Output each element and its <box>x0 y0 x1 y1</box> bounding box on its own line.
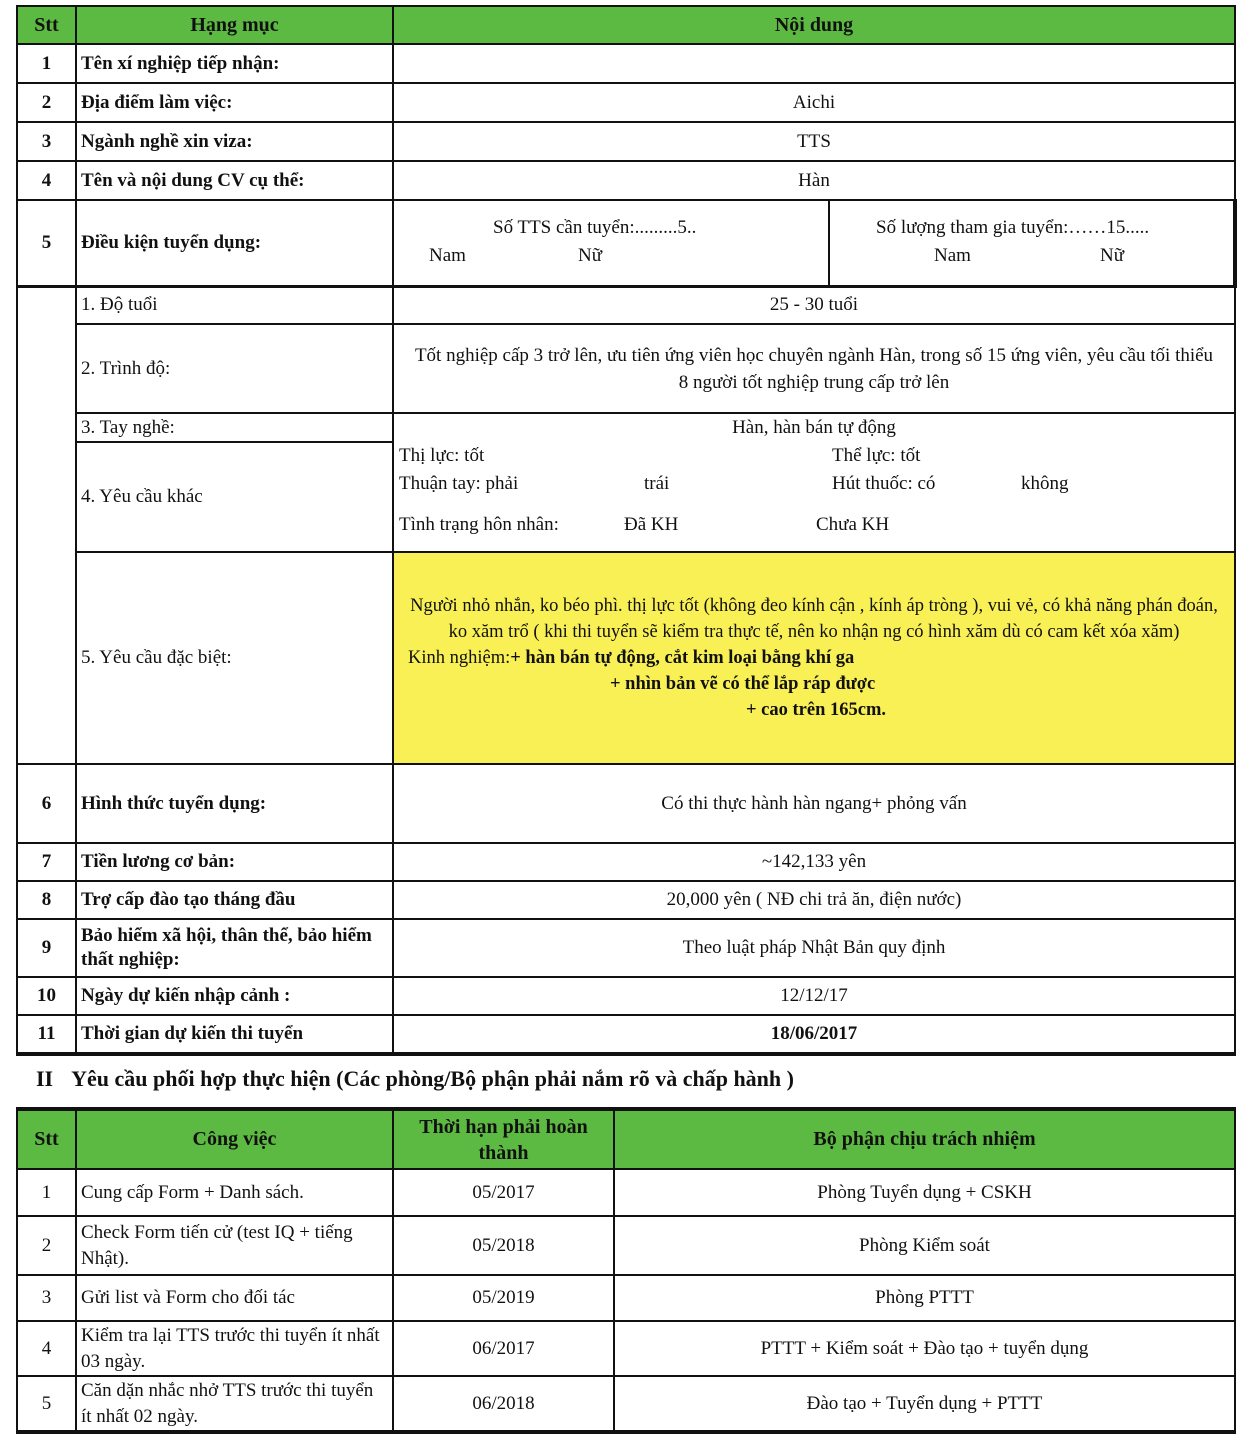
table-row <box>17 1275 1235 1321</box>
table-row-conditions <box>17 200 1235 286</box>
married: Đã KH <box>624 513 679 535</box>
special-requirements <box>393 552 1235 764</box>
row-label: Địa điểm làm việc: <box>76 83 393 122</box>
row-label: Ngày dự kiến nhập cảnh : <box>76 977 393 1015</box>
smoking-no: không <box>1021 472 1069 494</box>
empty-stt <box>17 286 76 764</box>
participant-count: Số lượng tham gia tuyển:……15..... <box>876 216 1150 238</box>
row-task: Gửi list và Form cho đối tác <box>76 1275 393 1321</box>
education-line: 8 người tốt nghiệp trung cấp trở lên <box>678 371 950 393</box>
row-task: Cung cấp Form + Danh sách. <box>76 1169 393 1216</box>
row-deadline: 06/2017 <box>393 1321 614 1376</box>
row-deadline: 06/2018 <box>393 1376 614 1432</box>
row-value: 18/06/2017 <box>393 1015 1235 1054</box>
table-row <box>17 1169 1235 1216</box>
table-row <box>17 881 1235 919</box>
row-department: PTTT + Kiểm soát + Đào tạo + tuyển dụng <box>614 1321 1235 1376</box>
row-deadline: 05/2018 <box>393 1216 614 1275</box>
education-label: 2. Trình độ: <box>76 324 393 413</box>
smoking: Hút thuốc: có <box>832 472 936 494</box>
row-stt: 9 <box>17 919 76 977</box>
table-row <box>17 1321 1235 1376</box>
row-label: Tên và nội dung CV cụ thể: <box>76 161 393 200</box>
row-stt: 7 <box>17 843 76 881</box>
row-deadline: 05/2019 <box>393 1275 614 1321</box>
table-row <box>17 977 1235 1015</box>
sub-row-education <box>17 324 1235 413</box>
row-label: Hình thức tuyển dụng: <box>76 764 393 843</box>
other-label: 4. Yêu cầu khác <box>76 442 393 552</box>
row-value <box>393 44 1235 83</box>
row-task: Kiểm tra lại TTS trước thi tuyển ít nhất 03 ngày. <box>76 1321 393 1376</box>
experience-label: Kinh nghiệm: <box>408 648 511 668</box>
skill-label: 3. Tay nghề: <box>76 413 393 442</box>
row-label: Tên xí nghiệp tiếp nhận: <box>76 44 393 83</box>
header-stt: Stt <box>17 1109 76 1169</box>
sub-row-other <box>17 442 1235 552</box>
table-header <box>17 1109 1235 1169</box>
age-value: 25 - 30 tuổi <box>393 286 1235 324</box>
experience-item: + cao trên 165cm. <box>746 700 886 720</box>
row-value: Hàn <box>393 161 1235 200</box>
education-line: Tốt nghiệp cấp 3 trở lên, ưu tiên ứng viên học chuyên ngành Hàn, trong số 15 ứng viên, yêu cầu tối thiểu <box>414 344 1214 366</box>
recruitment-table <box>16 5 1237 1056</box>
header-category: Hạng mục <box>76 6 393 44</box>
trainee-count-cell <box>393 200 829 286</box>
table-row <box>17 919 1235 977</box>
header-stt: Stt <box>17 6 76 44</box>
row-label: Trợ cấp đào tạo tháng đầu <box>76 881 393 919</box>
trainee-count: Số TTS cần tuyển:.........5.. <box>493 216 697 238</box>
row-stt: 4 <box>17 1321 76 1376</box>
section-title <box>36 1066 812 1092</box>
marital-label: Tình trạng hôn nhân: <box>399 513 559 535</box>
handedness: Thuận tay: phải <box>399 472 519 494</box>
row-value: 12/12/17 <box>393 977 1235 1015</box>
row-stt: 2 <box>17 83 76 122</box>
row-label: Điều kiện tuyển dụng: <box>76 200 393 286</box>
row-stt: 4 <box>17 161 76 200</box>
row-value: Aichi <box>393 83 1235 122</box>
table-row <box>17 161 1235 200</box>
female-label: Nữ <box>578 244 603 266</box>
table-row <box>17 1216 1235 1275</box>
coordination-table <box>16 1107 1236 1434</box>
sub-row-skill <box>17 413 1235 442</box>
row-department: Phòng Kiểm soát <box>614 1216 1235 1275</box>
vision: Thị lực: tốt <box>399 444 485 466</box>
table-header <box>17 6 1235 44</box>
special-text: Người nhỏ nhắn, ko béo phì. thị lực tốt (không đeo kính cận , kính áp tròng ), vui vẻ, có khả năng phán đoán, ko xăm trổ ( khi thi tuyển sẽ kiểm tra thực tế, nên ko nhận ng có hình xăm dù có cam kết xóa xăm) <box>410 596 1218 642</box>
row-label: Tiền lương cơ bản: <box>76 843 393 881</box>
sub-row-special <box>17 552 1235 764</box>
sub-row-age <box>17 286 1235 324</box>
table-row <box>17 1376 1235 1432</box>
header-deadline: Thời hạn phải hoàn thành <box>393 1109 614 1169</box>
table-row <box>17 122 1235 161</box>
row-label: Ngành nghề xin viza: <box>76 122 393 161</box>
row-stt: 1 <box>17 1169 76 1216</box>
header-content: Nội dung <box>393 6 1235 44</box>
row-department: Phòng PTTT <box>614 1275 1235 1321</box>
special-label: 5. Yêu cầu đặc biệt: <box>76 552 393 764</box>
row-value: Có thi thực hành hàn ngang+ phỏng vấn <box>393 764 1235 843</box>
row-task: Căn dặn nhắc nhở TTS trước thi tuyển ít nhất 02 ngày. <box>76 1376 393 1432</box>
row-task: Check Form tiến cử (test IQ + tiếng Nhật). <box>76 1216 393 1275</box>
row-department: Phòng Tuyển dụng + CSKH <box>614 1169 1235 1216</box>
handedness-left: trái <box>644 472 670 494</box>
row-value: TTS <box>393 122 1235 161</box>
row-stt: 10 <box>17 977 76 1015</box>
section-number: II <box>36 1066 54 1091</box>
male-label: Nam <box>934 244 971 266</box>
row-stt: 8 <box>17 881 76 919</box>
table-row <box>17 764 1235 843</box>
fitness: Thể lực: tốt <box>832 444 921 466</box>
experience-item: + nhìn bản vẽ có thể lắp ráp được <box>610 674 876 694</box>
skill-value: Hàn, hàn bán tự động <box>393 413 1235 442</box>
male-label: Nam <box>429 244 466 266</box>
row-label: Thời gian dự kiến thi tuyển <box>76 1015 393 1054</box>
table-row <box>17 44 1235 83</box>
table-row <box>17 83 1235 122</box>
single: Chưa KH <box>816 513 890 535</box>
row-value: Theo luật pháp Nhật Bản quy định <box>393 919 1235 977</box>
row-stt: 6 <box>17 764 76 843</box>
age-label: 1. Độ tuổi <box>76 286 393 324</box>
row-stt: 2 <box>17 1216 76 1275</box>
row-deadline: 05/2017 <box>393 1169 614 1216</box>
header-task: Công việc <box>76 1109 393 1169</box>
experience-item: + hàn bán tự động, cắt kim loại bằng khí ga <box>510 648 855 668</box>
row-label: Bảo hiểm xã hội, thân thể, bảo hiểm thất nghiệp: <box>76 919 393 977</box>
section-heading: Yêu cầu phối hợp thực hiện (Các phòng/Bộ phận phải nắm rõ và chấp hành ) <box>71 1066 794 1091</box>
row-stt: 11 <box>17 1015 76 1054</box>
row-department: Đào tạo + Tuyển dụng + PTTT <box>614 1376 1235 1432</box>
header-department: Bộ phận chịu trách nhiệm <box>614 1109 1235 1169</box>
row-stt: 5 <box>17 200 76 286</box>
row-value: 20,000 yên ( NĐ chi trả ăn, điện nước) <box>393 881 1235 919</box>
row-stt: 3 <box>17 122 76 161</box>
row-stt: 3 <box>17 1275 76 1321</box>
row-stt: 1 <box>17 44 76 83</box>
female-label: Nữ <box>1100 244 1125 266</box>
table-row <box>17 1015 1235 1054</box>
row-value: ~142,133 yên <box>393 843 1235 881</box>
participant-count-cell <box>829 200 1235 286</box>
row-stt: 5 <box>17 1376 76 1432</box>
table-row <box>17 843 1235 881</box>
